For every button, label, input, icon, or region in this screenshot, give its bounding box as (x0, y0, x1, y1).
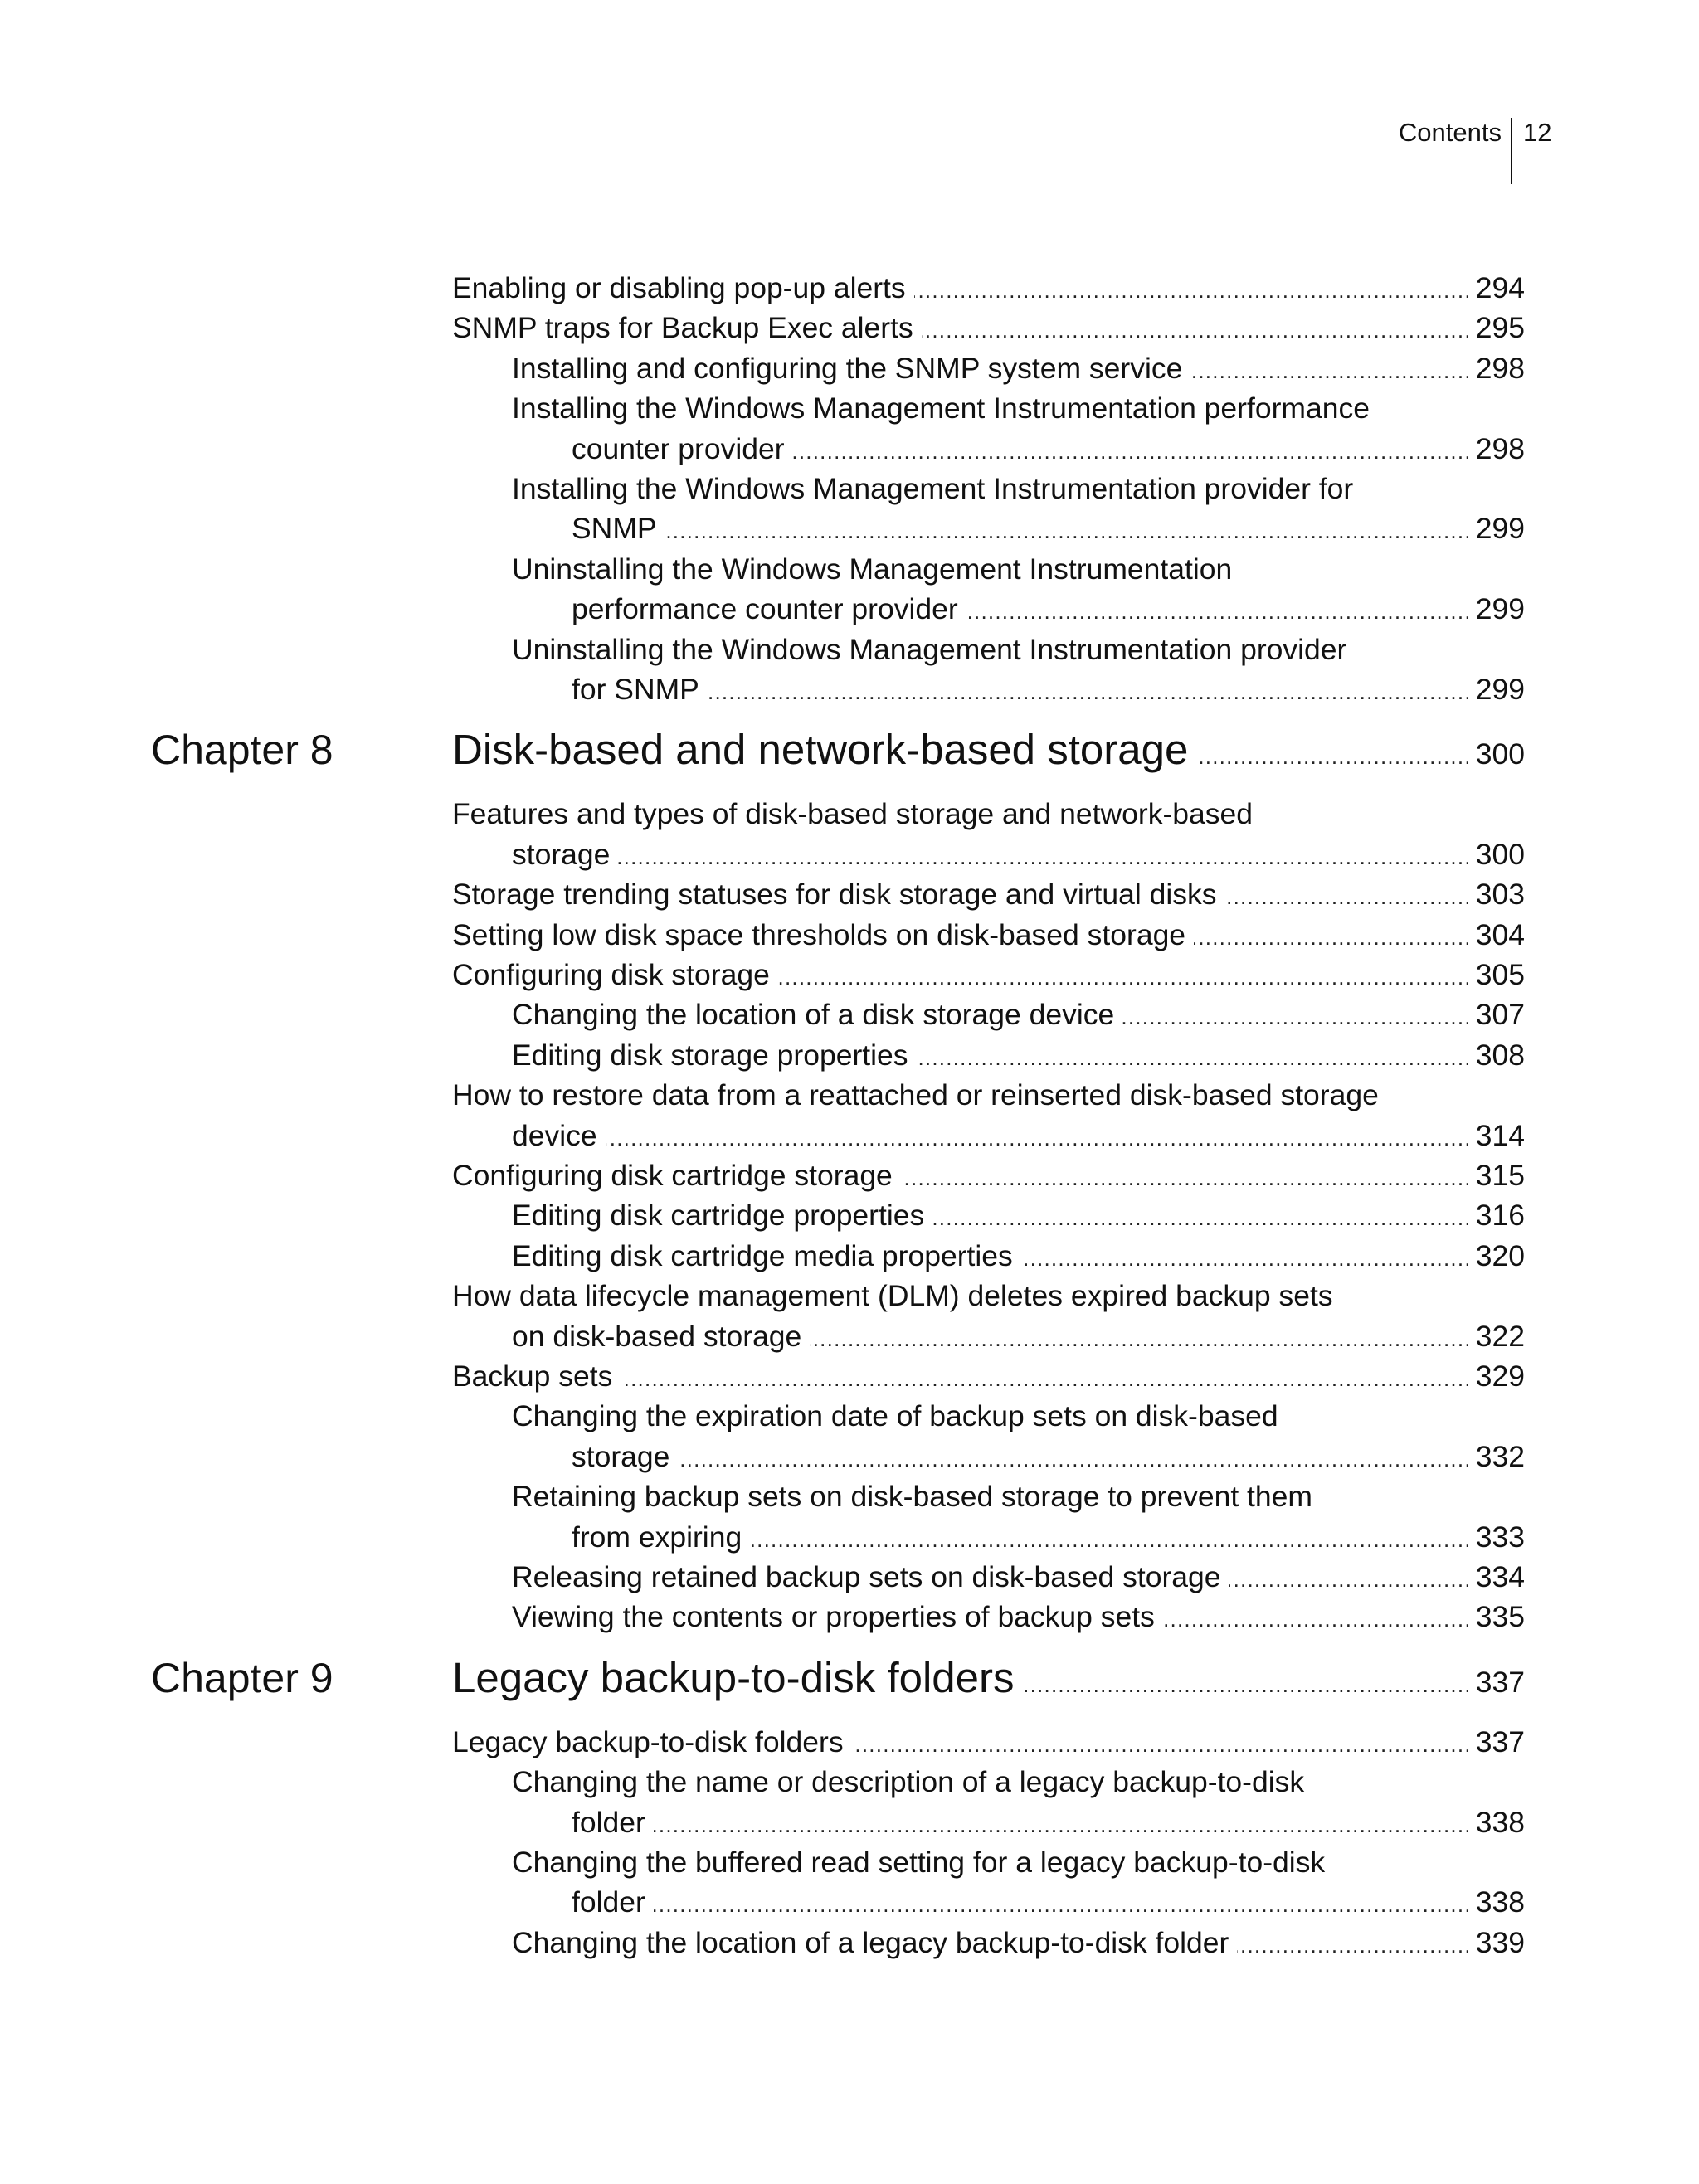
toc-entry-title[interactable]: storage (572, 1437, 678, 1476)
toc-entry-page-number[interactable]: 338 (1468, 1882, 1525, 1922)
chapter-title[interactable]: Disk-based and network-based storage (452, 721, 1198, 779)
toc-entry-title[interactable]: on disk-based storage (512, 1316, 810, 1356)
toc-entry-page-number[interactable]: 295 (1468, 308, 1525, 348)
toc-entry-title[interactable]: Editing disk cartridge media properties (512, 1236, 1021, 1276)
toc-entry-title[interactable]: performance counter provider (572, 589, 966, 629)
toc-entry[interactable] (0, 1236, 1699, 1276)
toc-entry (0, 549, 1699, 589)
toc-entry-title[interactable]: Viewing the contents or properties of backup sets (512, 1597, 1163, 1637)
toc-entry-page-number[interactable]: 307 (1468, 995, 1525, 1034)
toc-entry-title[interactable]: Uninstalling the Windows Management Instrumentation (512, 549, 1240, 589)
toc-entry-title[interactable]: storage (512, 834, 618, 874)
chapter-page-number[interactable]: 300 (1468, 729, 1525, 779)
toc-entry (0, 388, 1699, 428)
toc-entry[interactable] (0, 1882, 1699, 1922)
toc-entry[interactable] (0, 1195, 1699, 1235)
toc-entry-title[interactable]: Storage trending statuses for disk storage and virtual disks (452, 874, 1225, 914)
toc-entry-title[interactable]: Configuring disk cartridge storage (452, 1155, 901, 1195)
toc-entry-page-number[interactable]: 333 (1468, 1517, 1525, 1557)
toc-entry-title[interactable]: Changing the location of a disk storage device (512, 995, 1122, 1034)
toc-entry-title[interactable]: from expiring (572, 1517, 750, 1557)
toc-entry-title[interactable]: Changing the expiration date of backup sets on disk-based (512, 1396, 1287, 1436)
toc-entry-title[interactable]: Features and types of disk-based storage and network-based (452, 794, 1261, 834)
toc-entry-title[interactable]: Configuring disk storage (452, 955, 778, 995)
toc-entry-title[interactable]: folder (572, 1802, 654, 1842)
toc-entry-page-number[interactable]: 304 (1468, 915, 1525, 955)
dot-leader (572, 508, 1475, 548)
toc-entry[interactable] (0, 915, 1699, 955)
toc-entry-page-number[interactable]: 305 (1468, 955, 1525, 995)
toc-entry-title[interactable]: Changing the buffered read setting for a legacy backup-to-disk (512, 1842, 1333, 1882)
toc-entry-page-number[interactable]: 314 (1468, 1116, 1525, 1155)
chapter-title[interactable]: Legacy backup-to-disk folders (452, 1649, 1025, 1707)
toc-entry-title[interactable]: Setting low disk space thresholds on disk-based storage (452, 915, 1194, 955)
toc-entry-title[interactable]: Legacy backup-to-disk folders (452, 1722, 852, 1762)
toc-entry-page-number[interactable]: 329 (1468, 1356, 1525, 1396)
dot-leader (572, 1437, 1475, 1476)
toc-entry-title[interactable]: Editing disk storage properties (512, 1035, 917, 1075)
toc-entry[interactable] (0, 429, 1699, 469)
toc-entry[interactable] (0, 1116, 1699, 1155)
toc-entry[interactable] (0, 1316, 1699, 1356)
toc-entry-page-number[interactable]: 308 (1468, 1035, 1525, 1075)
toc-entry-page-number[interactable]: 299 (1468, 669, 1525, 709)
toc-entry-title[interactable]: Backup sets (452, 1356, 621, 1396)
toc-entry-page-number[interactable]: 337 (1468, 1722, 1525, 1762)
toc-entry-title[interactable]: Installing the Windows Management Instrumentation performance (512, 388, 1378, 428)
running-header-title: Contents (1398, 118, 1502, 147)
toc-entry[interactable] (0, 834, 1699, 874)
dot-leader (512, 1116, 1475, 1155)
toc-entry-page-number[interactable]: 303 (1468, 874, 1525, 914)
toc-entry-title[interactable]: Retaining backup sets on disk-based storage to prevent them (512, 1476, 1321, 1516)
toc-entry[interactable] (0, 669, 1699, 709)
toc-entry-title[interactable]: Installing the Windows Management Instrumentation provider for (512, 469, 1361, 508)
toc-entry-page-number[interactable]: 339 (1468, 1923, 1525, 1963)
toc-entry[interactable] (0, 1802, 1699, 1842)
toc-entry[interactable] (0, 1597, 1699, 1637)
toc-entry-page-number[interactable]: 338 (1468, 1802, 1525, 1842)
toc-entry[interactable] (0, 508, 1699, 548)
toc-entry-page-number[interactable]: 299 (1468, 508, 1525, 548)
toc-entry-title[interactable]: Changing the name or description of a legacy backup-to-disk (512, 1762, 1312, 1802)
toc-entry[interactable] (0, 1356, 1699, 1396)
toc-entry-title[interactable]: Enabling or disabling pop-up alerts (452, 268, 914, 308)
toc-entry-page-number[interactable]: 335 (1468, 1597, 1525, 1637)
toc-entry-title[interactable]: How to restore data from a reattached or reinserted disk-based storage (452, 1075, 1387, 1115)
toc-entry (0, 1842, 1699, 1882)
toc-entry-page-number[interactable]: 322 (1468, 1316, 1525, 1356)
toc-entry-page-number[interactable]: 294 (1468, 268, 1525, 308)
toc-entry-title[interactable]: Installing and configuring the SNMP system service (512, 348, 1190, 388)
toc-entry-title[interactable]: Releasing retained backup sets on disk-based storage (512, 1557, 1229, 1597)
dot-leader (572, 1882, 1475, 1922)
toc-entry-page-number[interactable]: 334 (1468, 1557, 1525, 1597)
dot-leader (512, 834, 1475, 874)
toc-entry (0, 1396, 1699, 1436)
toc-entry[interactable] (0, 995, 1699, 1034)
toc-entry[interactable] (0, 348, 1699, 388)
toc-entry (0, 630, 1699, 669)
toc-entry-page-number[interactable]: 299 (1468, 589, 1525, 629)
toc-entry (0, 794, 1699, 834)
toc-entry[interactable] (0, 589, 1699, 629)
toc-entry-title[interactable]: counter provider (572, 429, 793, 469)
toc-entry-page-number[interactable]: 315 (1468, 1155, 1525, 1195)
toc-entry-page-number[interactable]: 298 (1468, 348, 1525, 388)
toc-entry-title[interactable]: Uninstalling the Windows Management Instrumentation provider (512, 630, 1355, 669)
toc-entry[interactable] (0, 1155, 1699, 1195)
chapter-number: Chapter 9 (151, 1654, 333, 1701)
toc-entry-title[interactable]: folder (572, 1882, 654, 1922)
toc-entry (0, 469, 1699, 508)
toc-entry-page-number[interactable]: 316 (1468, 1195, 1525, 1235)
dot-leader (572, 1802, 1475, 1842)
toc-entry-page-number[interactable]: 300 (1468, 834, 1525, 874)
chapter-number: Chapter 8 (151, 727, 333, 774)
toc-entry[interactable] (0, 874, 1699, 914)
toc-entry-title[interactable]: Changing the location of a legacy backup-to-disk folder (512, 1923, 1237, 1963)
toc-entry[interactable] (0, 955, 1699, 995)
toc-chapter-heading[interactable] (0, 721, 1699, 779)
toc-entry-title[interactable]: device (512, 1116, 606, 1155)
toc-entry[interactable] (0, 1557, 1699, 1597)
toc-entry[interactable] (0, 268, 1699, 308)
toc-entry-page-number[interactable]: 320 (1468, 1236, 1525, 1276)
toc-entry[interactable] (0, 1517, 1699, 1557)
toc-entry[interactable] (0, 1035, 1699, 1075)
toc-entry-page-number[interactable]: 332 (1468, 1437, 1525, 1476)
chapter-page-number[interactable]: 337 (1468, 1657, 1525, 1707)
toc-entry (0, 1762, 1699, 1802)
toc-entry (0, 1276, 1699, 1316)
toc-entry-page-number[interactable]: 298 (1468, 429, 1525, 469)
toc-entry[interactable] (0, 1437, 1699, 1476)
toc-entry (0, 1075, 1699, 1115)
toc-entry (0, 1476, 1699, 1516)
toc-entry-title[interactable]: Editing disk cartridge properties (512, 1195, 932, 1235)
toc-entry-title[interactable]: SNMP (572, 508, 665, 548)
toc-entry[interactable] (0, 1722, 1699, 1762)
running-header-page-number: 12 (1523, 118, 1552, 147)
toc-entry[interactable] (0, 1923, 1699, 1963)
toc-entry-title[interactable]: SNMP traps for Backup Exec alerts (452, 308, 922, 348)
toc-chapter-heading[interactable] (0, 1649, 1699, 1707)
toc-entry[interactable] (0, 308, 1699, 348)
toc-entry-title[interactable]: for SNMP (572, 669, 708, 709)
toc-entry-title[interactable]: How data lifecycle management (DLM) deletes expired backup sets (452, 1276, 1341, 1316)
